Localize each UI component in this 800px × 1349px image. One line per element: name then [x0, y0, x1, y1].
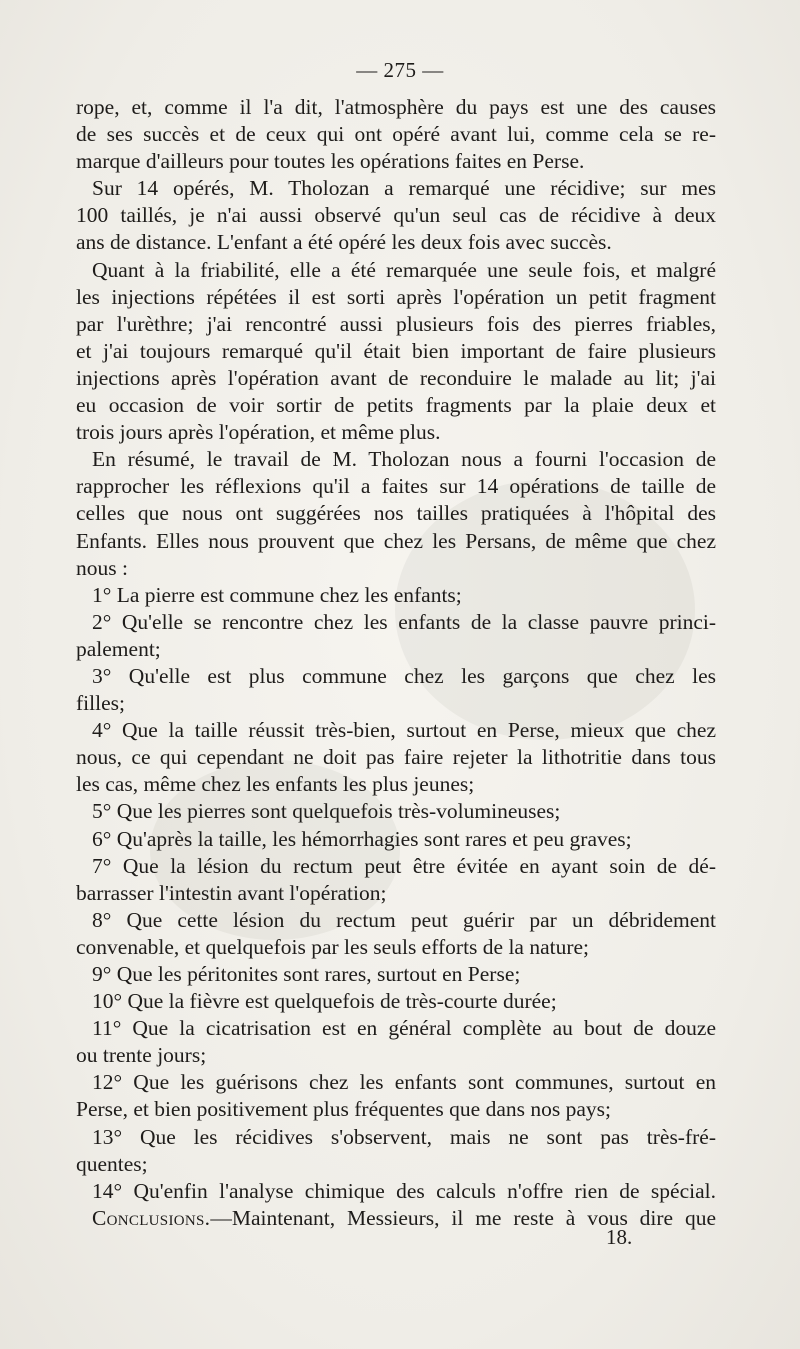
- text-line: nous, ce qui cependant ne doit pas faire rejeter la lithotritie dans tous: [76, 745, 716, 770]
- text-line: rope, et, comme il l'a dit, l'atmosphère du pays est une des causes: [76, 95, 716, 119]
- text-line: 1° La pierre est commune chez les enfants;: [92, 582, 462, 607]
- text-line: 6° Qu'après la taille, les hémorrhagies sont rares et peu graves;: [92, 826, 632, 851]
- page-text: [76, 94, 716, 1232]
- text-line: rapprocher les réflexions qu'il a faites sur 14 opérations de taille de: [76, 474, 716, 499]
- text-line: Quant à la friabilité, elle a été remarquée une seule fois, et malgré: [92, 257, 716, 282]
- text-line: marque d'ailleurs pour toutes les opérations faites en Perse.: [76, 149, 585, 174]
- text-line: filles;: [76, 691, 125, 716]
- text-line: les cas, même chez les enfants les plus jeunes;: [76, 772, 475, 797]
- text-line: Enfants. Elles nous prouvent que chez les Persans, de même que chez: [76, 528, 716, 553]
- text-line: Perse, et bien positivement plus fréquentes que dans nos pays;: [76, 1097, 612, 1122]
- page-number: — 275 —: [356, 58, 444, 82]
- text-line: 12° Que les guérisons chez les enfants sont communes, surtout en: [92, 1070, 716, 1095]
- text-line: Sur 14 opérés, M. Tholozan a remarqué une récidive; sur mes: [92, 176, 716, 201]
- text-line: barrasser l'intestin avant l'opération;: [76, 880, 387, 905]
- text-line: ans de distance. L'enfant a été opéré les deux fois avec succès.: [76, 230, 612, 255]
- conclusion-heading: Conclusions.: [92, 1205, 211, 1230]
- text-line: ou trente jours;: [76, 1043, 207, 1068]
- text-line: nous :: [76, 555, 128, 580]
- signature-mark: 18.: [606, 1225, 633, 1249]
- text-line: 14° Qu'enfin l'analyse chimique des calculs n'offre rien de spécial.: [92, 1178, 716, 1203]
- text-line: En résumé, le travail de M. Tholozan nous a fourni l'occasion de: [92, 447, 716, 472]
- text-line: 11° Que la cicatrisation est en général complète au bout de douze: [92, 1016, 716, 1041]
- conclusion-text: —Maintenant, Messieurs, il me reste à vous dire que: [210, 1205, 716, 1230]
- text-line: 13° Que les récidives s'observent, mais ne sont pas très-fré-: [92, 1124, 716, 1149]
- text-line: celles que nous ont suggérées nos tailles pratiquées à l'hôpital des: [76, 501, 716, 526]
- text-line: 5° Que les pierres sont quelquefois très-volumineuses;: [92, 799, 561, 824]
- text-line: les injections répétées il est sorti après l'opération un petit fragment: [76, 284, 716, 309]
- text-line: 100 taillés, je n'ai aussi observé qu'un seul cas de récidive à deux: [76, 203, 716, 228]
- text-line: 3° Qu'elle est plus commune chez les garçons que chez les: [92, 663, 716, 688]
- text-line: 7° Que la lésion du rectum peut être évitée en ayant soin de dé-: [92, 853, 716, 878]
- text-line: quentes;: [76, 1151, 148, 1176]
- text-line: 8° Que cette lésion du rectum peut guérir par un débridement: [92, 907, 716, 932]
- text-line: injections après l'opération avant de reconduire le malade au lit; j'ai: [76, 365, 716, 390]
- text-line: par l'urèthre; j'ai rencontré aussi plusieurs fois des pierres friables,: [76, 311, 716, 336]
- text-line: de ses succès et de ceux qui ont opéré avant lui, comme cela se re-: [76, 122, 716, 147]
- text-line: 4° Que la taille réussit très-bien, surtout en Perse, mieux que chez: [92, 718, 716, 743]
- text-line: 9° Que les péritonites sont rares, surtout en Perse;: [92, 962, 521, 986]
- text-line: et j'ai toujours remarqué qu'il était bien important de faire plusieurs: [76, 338, 716, 363]
- text-line: 2° Qu'elle se rencontre chez les enfants de la classe pauvre princi-: [92, 609, 716, 634]
- text-line: palement;: [76, 636, 161, 661]
- text-line: eu occasion de voir sortir de petits fragments par la plaie deux et: [76, 393, 716, 418]
- text-line: trois jours après l'opération, et même plus.: [76, 420, 441, 445]
- text-line: 10° Que la fièvre est quelquefois de très-courte durée;: [92, 989, 557, 1014]
- text-line: convenable, et quelquefois par les seuls efforts de la nature;: [76, 934, 590, 959]
